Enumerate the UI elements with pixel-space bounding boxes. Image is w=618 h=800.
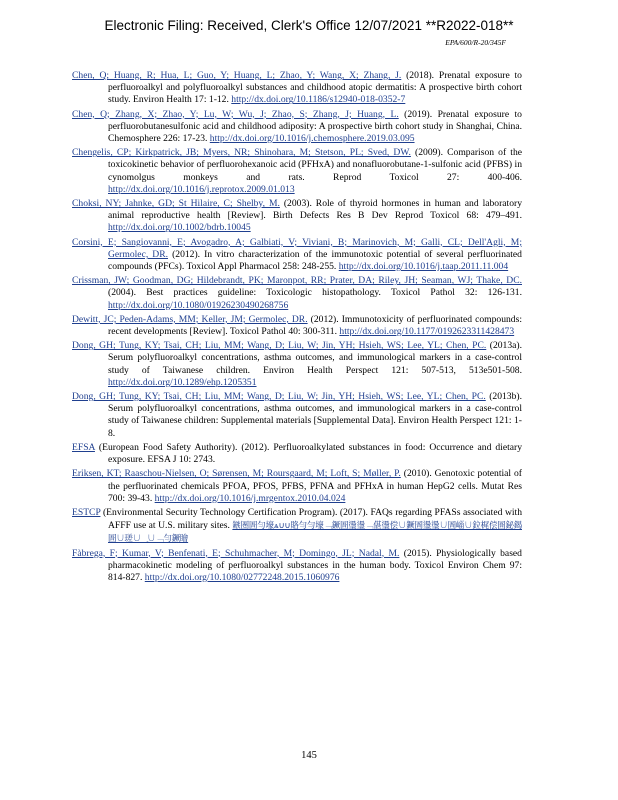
garbled-link[interactable]: 鏃圏圄勻壕ѧ∪∪賂勻勻壕﹁鐝圄璗璗﹁偡璗偿∪鐝圄璗璗∪圄崰∪鉝梶偿圄鉍鍻圄∪瑳∪瀷᷊∪﹁勻鐝瞺: [108, 520, 522, 544]
doi-link[interactable]: http://dx.doi.org/10.1177/0192623311428473: [339, 326, 515, 338]
doi-link[interactable]: http://dx.doi.org/10.1080/01926230490268756: [108, 299, 289, 311]
reference-citation: (2019). Prenatal exposure to perfluorobutanesulfonic acid and childhood adiposity: A prospective birth cohort study in Shanghai, China. Chemosphere 226: 17-23.: [108, 108, 522, 145]
reference-citation: (2012). Immunotoxicity of perfluorinated compounds: recent developments [Review]. Toxicol Pathol 40: 300-311.: [108, 313, 522, 338]
doi-link[interactable]: http://dx.doi.org/10.1016/j.reprotox.2009.01.013: [108, 183, 295, 195]
reference-entry: [72, 275, 522, 312]
reference-entry: [72, 70, 522, 107]
reference-list: [72, 70, 522, 586]
reference-entry: [72, 314, 522, 338]
reference-authors[interactable]: Dewitt, JC; Peden-Adams, MM; Keller, JM; Germolec, DR.: [72, 313, 308, 325]
reference-citation: (2013b). Serum polyfluoroalkyl concentrations, asthma outcomes, and immunological markers in a case-control study of Taiwanese children: Supplemental materials [Supplemental Data]. Environ Health Perspect 121: 1-8.: [108, 391, 522, 439]
reference-citation: (Environmental Security Technology Certification Program). (2017). FAQs regarding PFASs associated with AFFF use at U.S. military sites.: [100, 506, 522, 532]
reference-authors[interactable]: Chen, Q; Zhang, X; Zhao, Y; Lu, W; Wu, J; Zhao, S; Zhang, J; Huang, L.: [72, 108, 399, 120]
filing-header: Electronic Filing: Received, Clerk's Office 12/07/2021 **R2022-018**: [104, 18, 514, 33]
doi-link[interactable]: http://dx.doi.org/10.1016/j.taap.2011.11.004: [338, 261, 509, 273]
reference-entry: [72, 237, 522, 274]
reference-authors[interactable]: Chen, Q; Huang, R; Hua, L; Guo, Y; Huang, L; Zhao, Y; Wang, X; Zhang, J.: [72, 70, 402, 81]
reference-authors: ESTCP: [72, 506, 101, 518]
doi-link[interactable]: http://dx.doi.org/10.1080/02772248.2015.1060976: [144, 571, 340, 583]
reference-citation: (2018). Prenatal exposure to perfluoroalkyl and polyfluoroalkyl substances and childhood atopic dermatitis: A prospective birth cohort study. Environ Health 17: 1-12.: [108, 70, 522, 106]
reference-entry: [72, 340, 522, 389]
reference-citation: (2003). Role of thyroid hormones in human and laboratory animal reproductive health [Review]. Birth Defects Res B Dev Reprod Toxicol 68: 479–491.: [108, 198, 522, 222]
reference-authors[interactable]: Eriksen, KT; Raaschou-Nielsen, O; Sørensen, M; Roursgaard, M; Loft, S; Møller, P.: [72, 468, 401, 480]
doi-link[interactable]: http://dx.doi.org/10.1016/j.chemosphere.2019.03.095: [209, 133, 415, 145]
reference-entry: [72, 391, 522, 440]
doi-link[interactable]: http://dx.doi.org/10.1289/ehp.1205351: [108, 376, 257, 388]
reference-citation: (2010). Genotoxic potential of the perfluorinated chemicals PFOA, PFOS, PFBS, PFNA and PFHxA in human HepG2 cells. Mutat Res 700: 39-43.: [108, 468, 523, 504]
reference-citation: (2004). Best practices guideline: Toxicologic histopathology. Toxicol Pathol 32: 126-131.: [108, 287, 522, 299]
reference-entry: [72, 468, 522, 505]
reference-authors[interactable]: Choksi, NY; Jahnke, GD; St Hilaire, C; Shelby, M.: [72, 198, 280, 210]
reference-authors[interactable]: Crissman, JW; Goodman, DG; Hildebrandt, PK; Maronpot, RR; Prater, DA; Riley, JH; Seaman, WJ; Thake, DC.: [72, 275, 522, 287]
reference-entry: [72, 442, 522, 466]
reference-entry: [72, 507, 522, 546]
reference-citation: (European Food Safety Authority). (2012). Perfluoroalkylated substances in food: Occurrence and dietary exposure. EFSA J 10: 2743.: [94, 441, 522, 466]
reference-authors[interactable]: Corsini, E; Sangiovanni, E; Avogadro, A; Galbiati, V; Viviani, B; Marinovich, M; Galli, CL; Dell'Agli, M; Germolec, DR.: [72, 236, 522, 260]
reference-citation: (2009). Comparison of the toxicokinetic behavior of perfluorohexanoic acid (PFHxA) and nonafluorobutane-1-sulfonic acid (PFBS) in cynomolgus monkeys and rats. Reprod Toxicol 27: 400-406.: [108, 147, 522, 183]
reference-citation: (2012). In vitro characterization of the immunotoxic potential of several perfluorinated compounds (PFCs). Toxicol Appl Pharmacol 258: 248-255.: [108, 248, 522, 273]
reference-authors[interactable]: Fàbrega, F; Kumar, V; Benfenati, E; Schuhmacher, M; Domingo, JL; Nadal, M.: [72, 547, 400, 559]
reference-authors[interactable]: EFSA: [72, 441, 95, 453]
reference-entry: [72, 198, 522, 235]
reference-entry: [72, 109, 522, 146]
doi-link[interactable]: http://dx.doi.org/10.1016/j.mrgentox.2010.04.024: [154, 492, 346, 504]
reference-citation: (2015). Physiologically based pharmacokinetic modeling of perfluoroalkyl substances in the human body. Toxicol Environ Chem 97: 814-827.: [108, 547, 522, 583]
reference-entry: [72, 147, 522, 196]
reference-authors[interactable]: Chengelis, CP; Kirkpatrick, JB; Myers, NR; Shinohara, M; Stetson, PL; Sved, DW.: [72, 147, 411, 159]
reference-authors[interactable]: Dong, GH; Tung, KY; Tsai, CH; Liu, MM; Wang, D; Liu, W; Jin, YH; Hsieh, WS; Lee, YL; Chen, PC.: [72, 340, 487, 352]
doi-link[interactable]: http://dx.doi.org/10.1002/bdrb.10045: [108, 222, 251, 234]
page-number: 145: [301, 750, 317, 761]
doi-link[interactable]: http://dx.doi.org/10.1186/s12940-018-0352-7: [231, 94, 406, 106]
reference-authors[interactable]: Dong, GH; Tung, KY; Tsai, CH; Liu, MM; Wang, D; Liu, W; Jin, YH; Hsieh, WS; Lee, YL; Chen, PC.: [72, 391, 486, 403]
reference-entry: [72, 548, 522, 585]
reference-citation: (2013a). Serum polyfluoroalkyl concentrations, asthma outcomes, and immunological markers in a case-control study of Taiwanese children. Environ Health Perspect 121: 507-513, 513e501-508.: [108, 340, 522, 376]
document-code: EPA/600/R-20/345F: [445, 38, 506, 47]
